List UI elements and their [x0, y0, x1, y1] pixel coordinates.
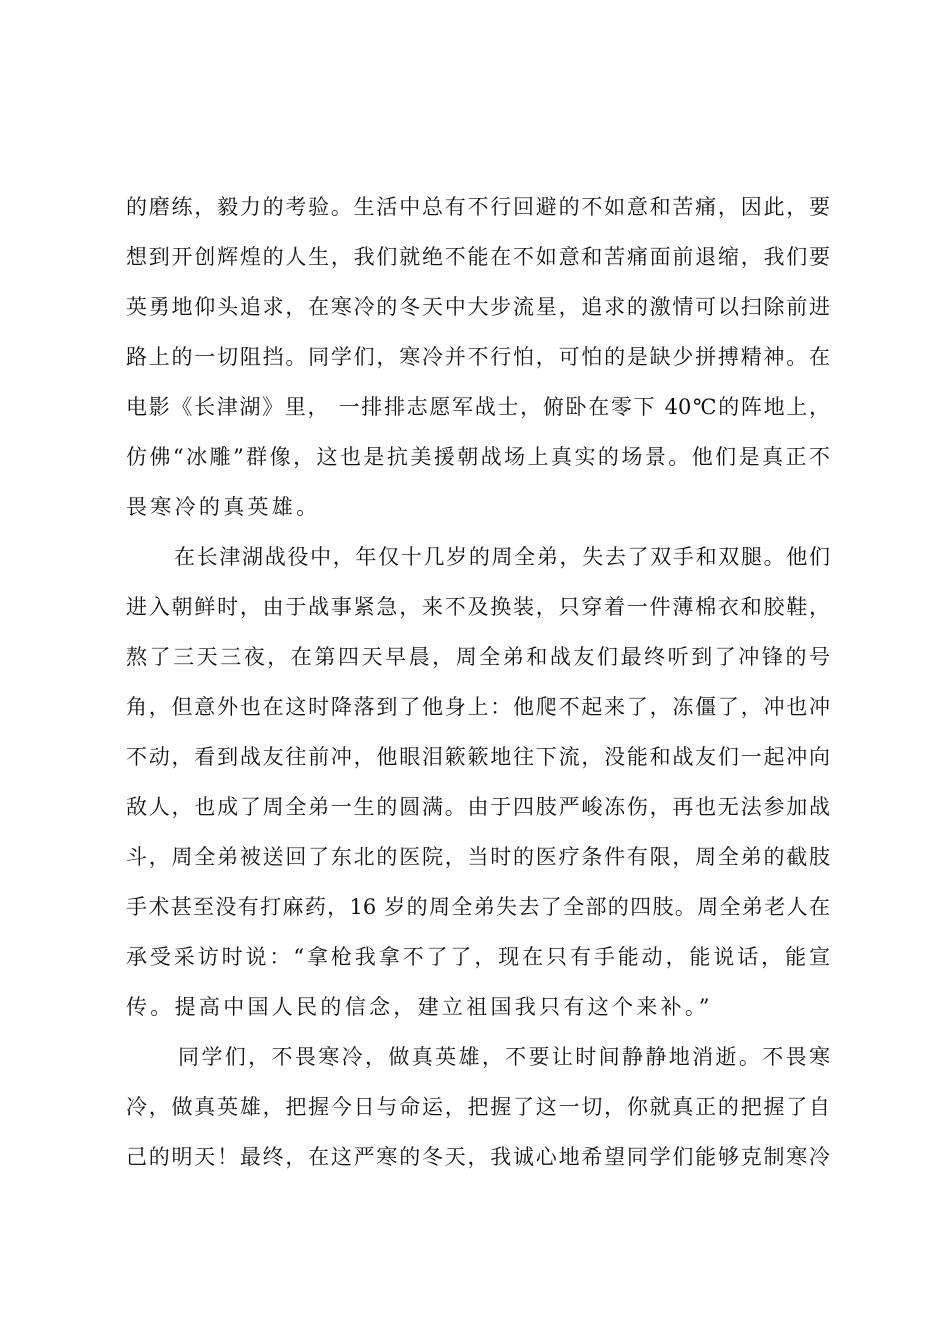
text-line: 熬了三天三夜，在第四天早晨，周全弟和战友们最终听到了冲锋的号: [126, 645, 830, 669]
text-line: 不动，看到战友往前冲，他眼泪簌簌地往下流，没能和战友们一起冲向: [126, 745, 830, 769]
text-line: 己的明天！最终，在这严寒的冬天，我诚心地希望同学们能够克制寒冷: [126, 1145, 830, 1169]
text-line: 手术甚至没有打麻药，16 岁的周全弟失去了全部的四肢。周全弟老人在: [126, 895, 830, 919]
text-line: 传。提高中国人民的信念，建立祖国我只有这个来补。”: [126, 995, 713, 1019]
text-line: 承受采访时说：“拿枪我拿不了了，现在只有手能动，能说话，能宣: [126, 945, 830, 969]
paragraph-first-line: 同学们，不畏寒冷，做真英雄，不要让时间静静地消逝。不畏寒: [178, 1045, 830, 1069]
text-line: 畏寒冷的真英雄。: [126, 495, 321, 519]
paragraph-first-line: 在长津湖战役中，年仅十几岁的周全弟，失去了双手和双腿。他们: [174, 545, 830, 569]
text-line: 英勇地仰头追求，在寒冷的冬天中大步流星，追求的激情可以扫除前进: [126, 295, 830, 319]
text-line: 仿佛“冰雕”群像，这也是抗美援朝战场上真实的场景。他们是真正不: [126, 445, 830, 469]
text-line: 进入朝鲜时，由于战事紧急，来不及换装，只穿着一件薄棉衣和胶鞋，: [126, 595, 830, 619]
text-line: 电影《长津湖》里， 一排排志愿军战士，俯卧在零下 40℃的阵地上，: [126, 395, 830, 419]
text-line: 斗，周全弟被送回了东北的医院，当时的医疗条件有限，周全弟的截肢: [126, 845, 830, 869]
text-line: 想到开创辉煌的人生，我们就绝不能在不如意和苦痛面前退缩，我们要: [126, 245, 830, 269]
text-line: 冷，做真英雄，把握今日与命运，把握了这一切，你就真正的把握了自: [126, 1095, 830, 1119]
text-line: 敌人，也成了周全弟一生的圆满。由于四肢严峻冻伤，再也无法参加战: [126, 795, 830, 819]
text-line: 角，但意外也在这时降落到了他身上：他爬不起来了，冻僵了，冲也冲: [126, 695, 830, 719]
text-line: 的磨练，毅力的考验。生活中总有不行回避的不如意和苦痛，因此，要: [126, 195, 830, 219]
text-line: 路上的一切阻挡。同学们，寒冷并不行怕，可怕的是缺少拼搏精神。在: [126, 345, 830, 369]
